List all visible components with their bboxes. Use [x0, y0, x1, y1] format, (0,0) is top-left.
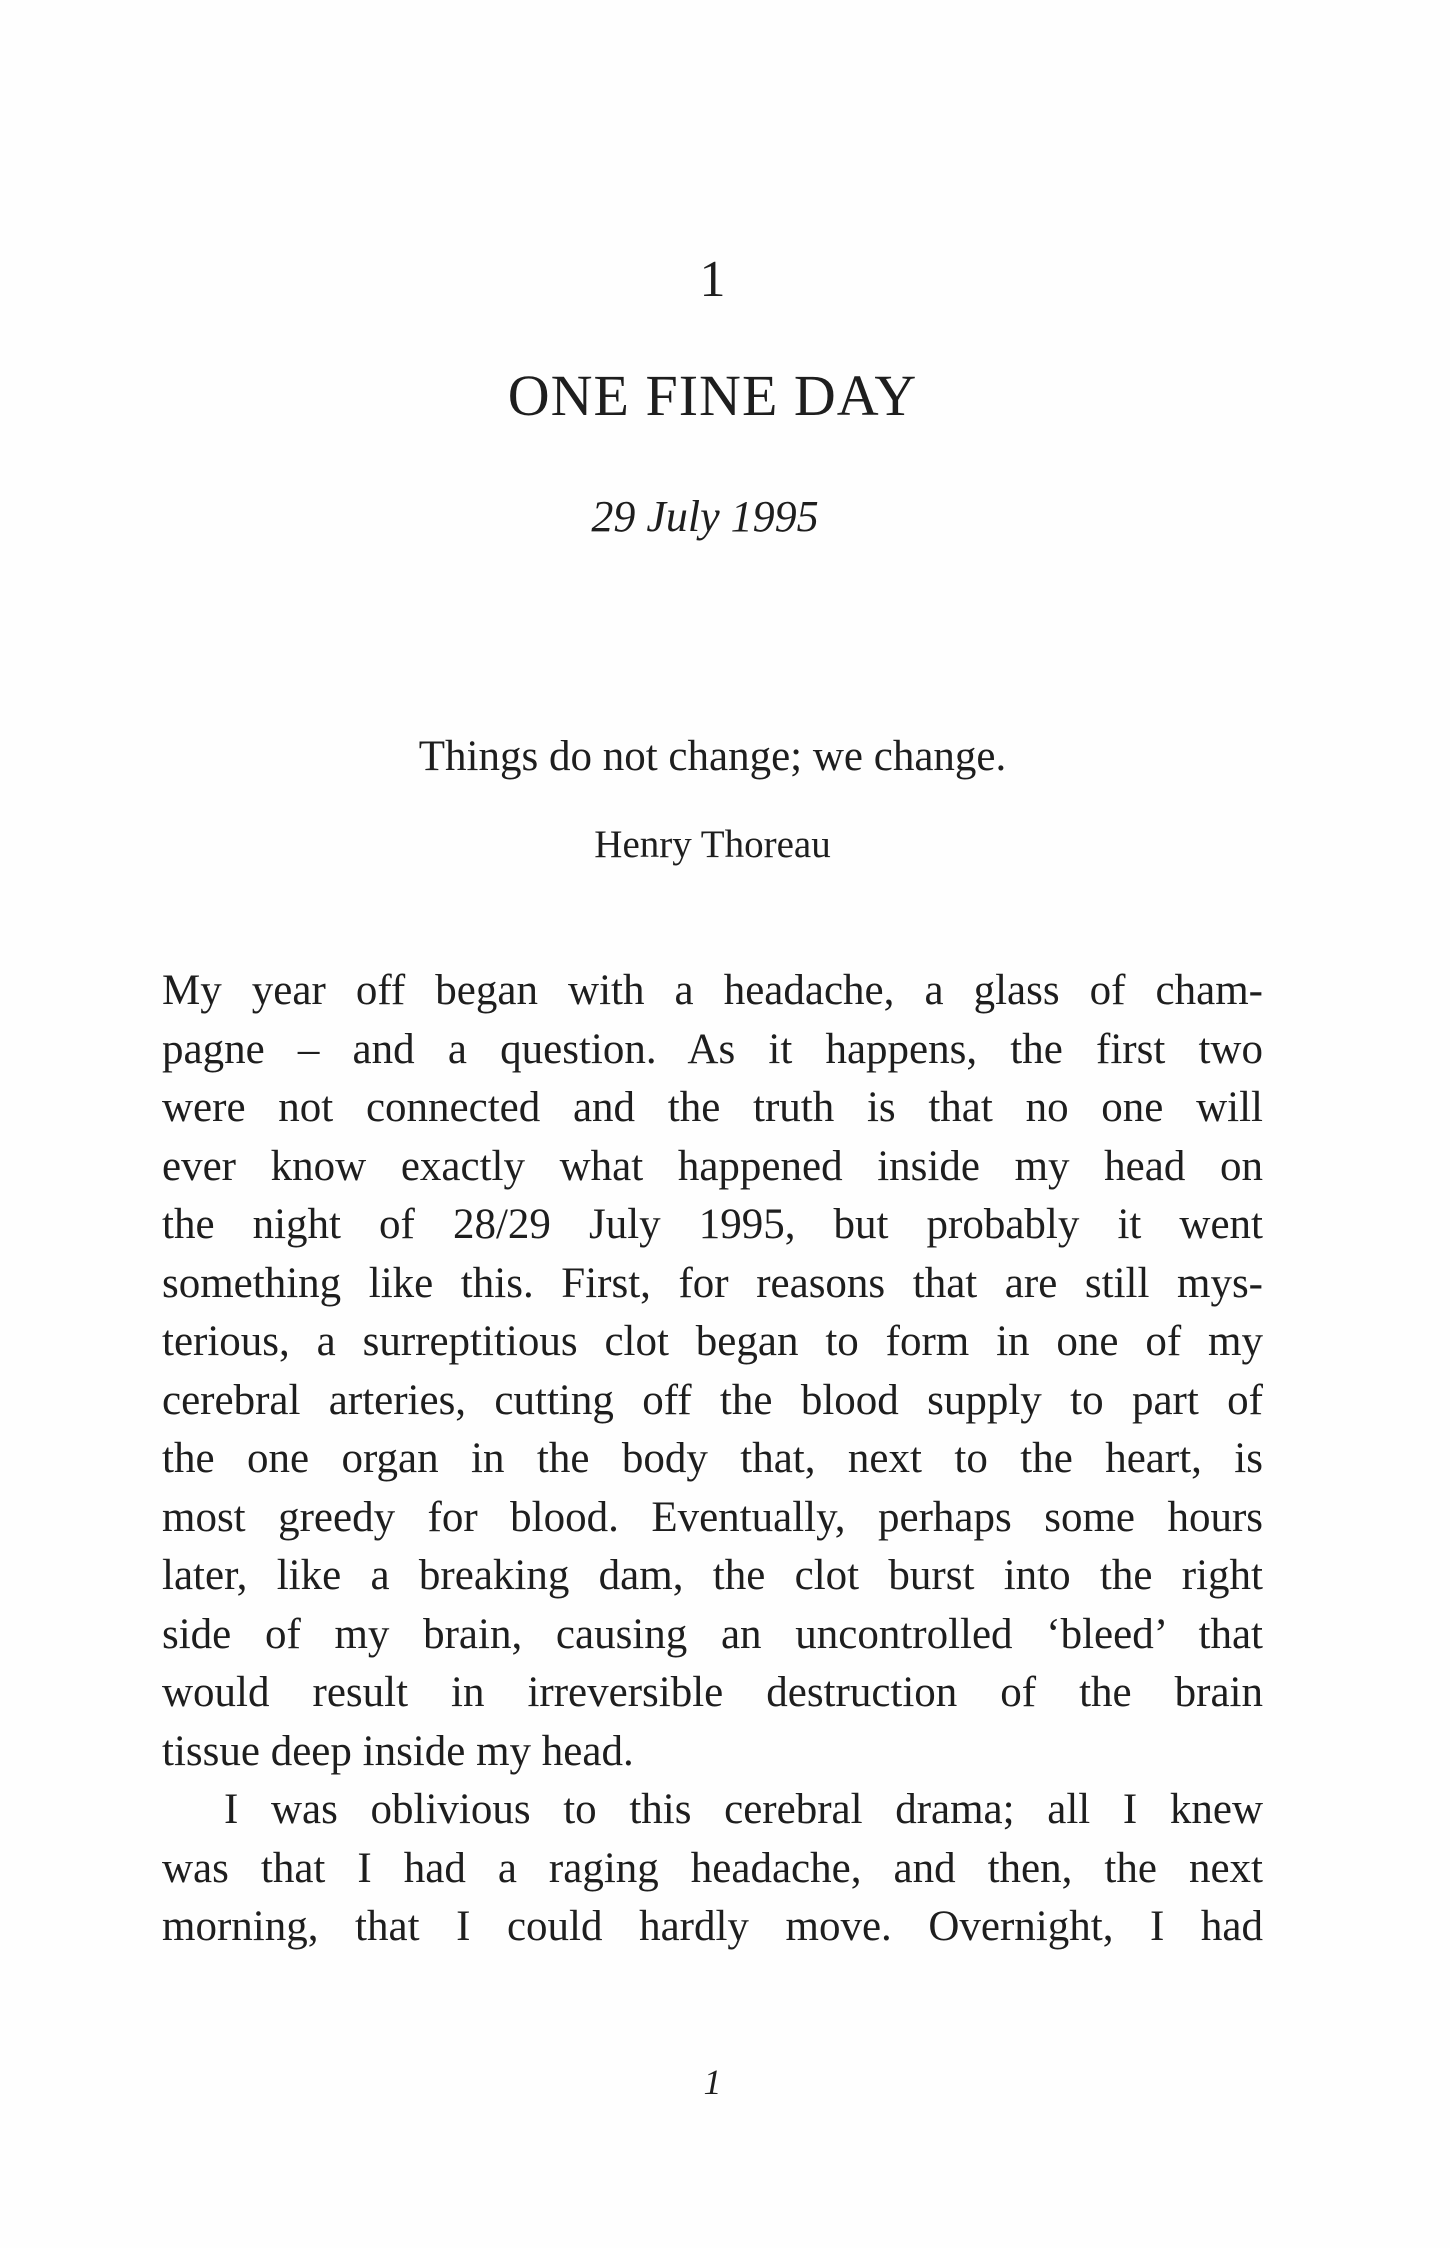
text-line: pagne – and a question. As it happens, the first two — [162, 1025, 1263, 1073]
text-line: ever know exactly what happened inside my head on — [162, 1142, 1263, 1190]
text-line: My year off began with a headache, a glass of cham- — [162, 967, 1263, 1014]
epigraph-quote: Things do not change; we change. — [418, 733, 1007, 780]
page-number: 1 — [703, 2062, 722, 2102]
text-line: were not connected and the truth is that no one will — [162, 1084, 1263, 1131]
text-line: cerebral arteries, cutting off the blood supply to part of — [162, 1376, 1263, 1424]
text-line: something like this. First, for reasons that are still mys- — [162, 1259, 1263, 1307]
text-line: the night of 28/29 July 1995, but probably it went — [162, 1201, 1263, 1248]
paragraph-2 — [162, 1781, 1263, 1957]
text-line: was that I had a raging headache, and then, the next — [162, 1844, 1263, 1892]
epigraph-author: Henry Thoreau — [594, 823, 831, 866]
body-text — [162, 962, 1263, 1957]
text-line: would result in irreversible destruction of the brain — [162, 1669, 1263, 1716]
text-line: most greedy for blood. Eventually, perhaps some hours — [162, 1493, 1263, 1541]
text-line: later, like a breaking dam, the clot burst into the right — [162, 1552, 1263, 1599]
chapter-date: 29 July 1995 — [591, 492, 819, 541]
text-line: the one organ in the body that, next to the heart, is — [162, 1435, 1263, 1482]
paragraph-1 — [162, 962, 1263, 1781]
text-line: side of my brain, causing an uncontrolled ‘bleed’ that — [162, 1610, 1263, 1658]
text-line: morning, that I could hardly move. Overnight, I had — [162, 1903, 1263, 1950]
text-line: terious, a surreptitious clot began to form in one of my — [162, 1318, 1263, 1365]
text-line: tissue deep inside my head. — [162, 1727, 634, 1775]
chapter-number: 1 — [699, 251, 726, 308]
chapter-title: ONE FINE DAY — [507, 363, 918, 428]
text-line: I was oblivious to this cerebral drama; all I knew — [224, 1786, 1263, 1833]
